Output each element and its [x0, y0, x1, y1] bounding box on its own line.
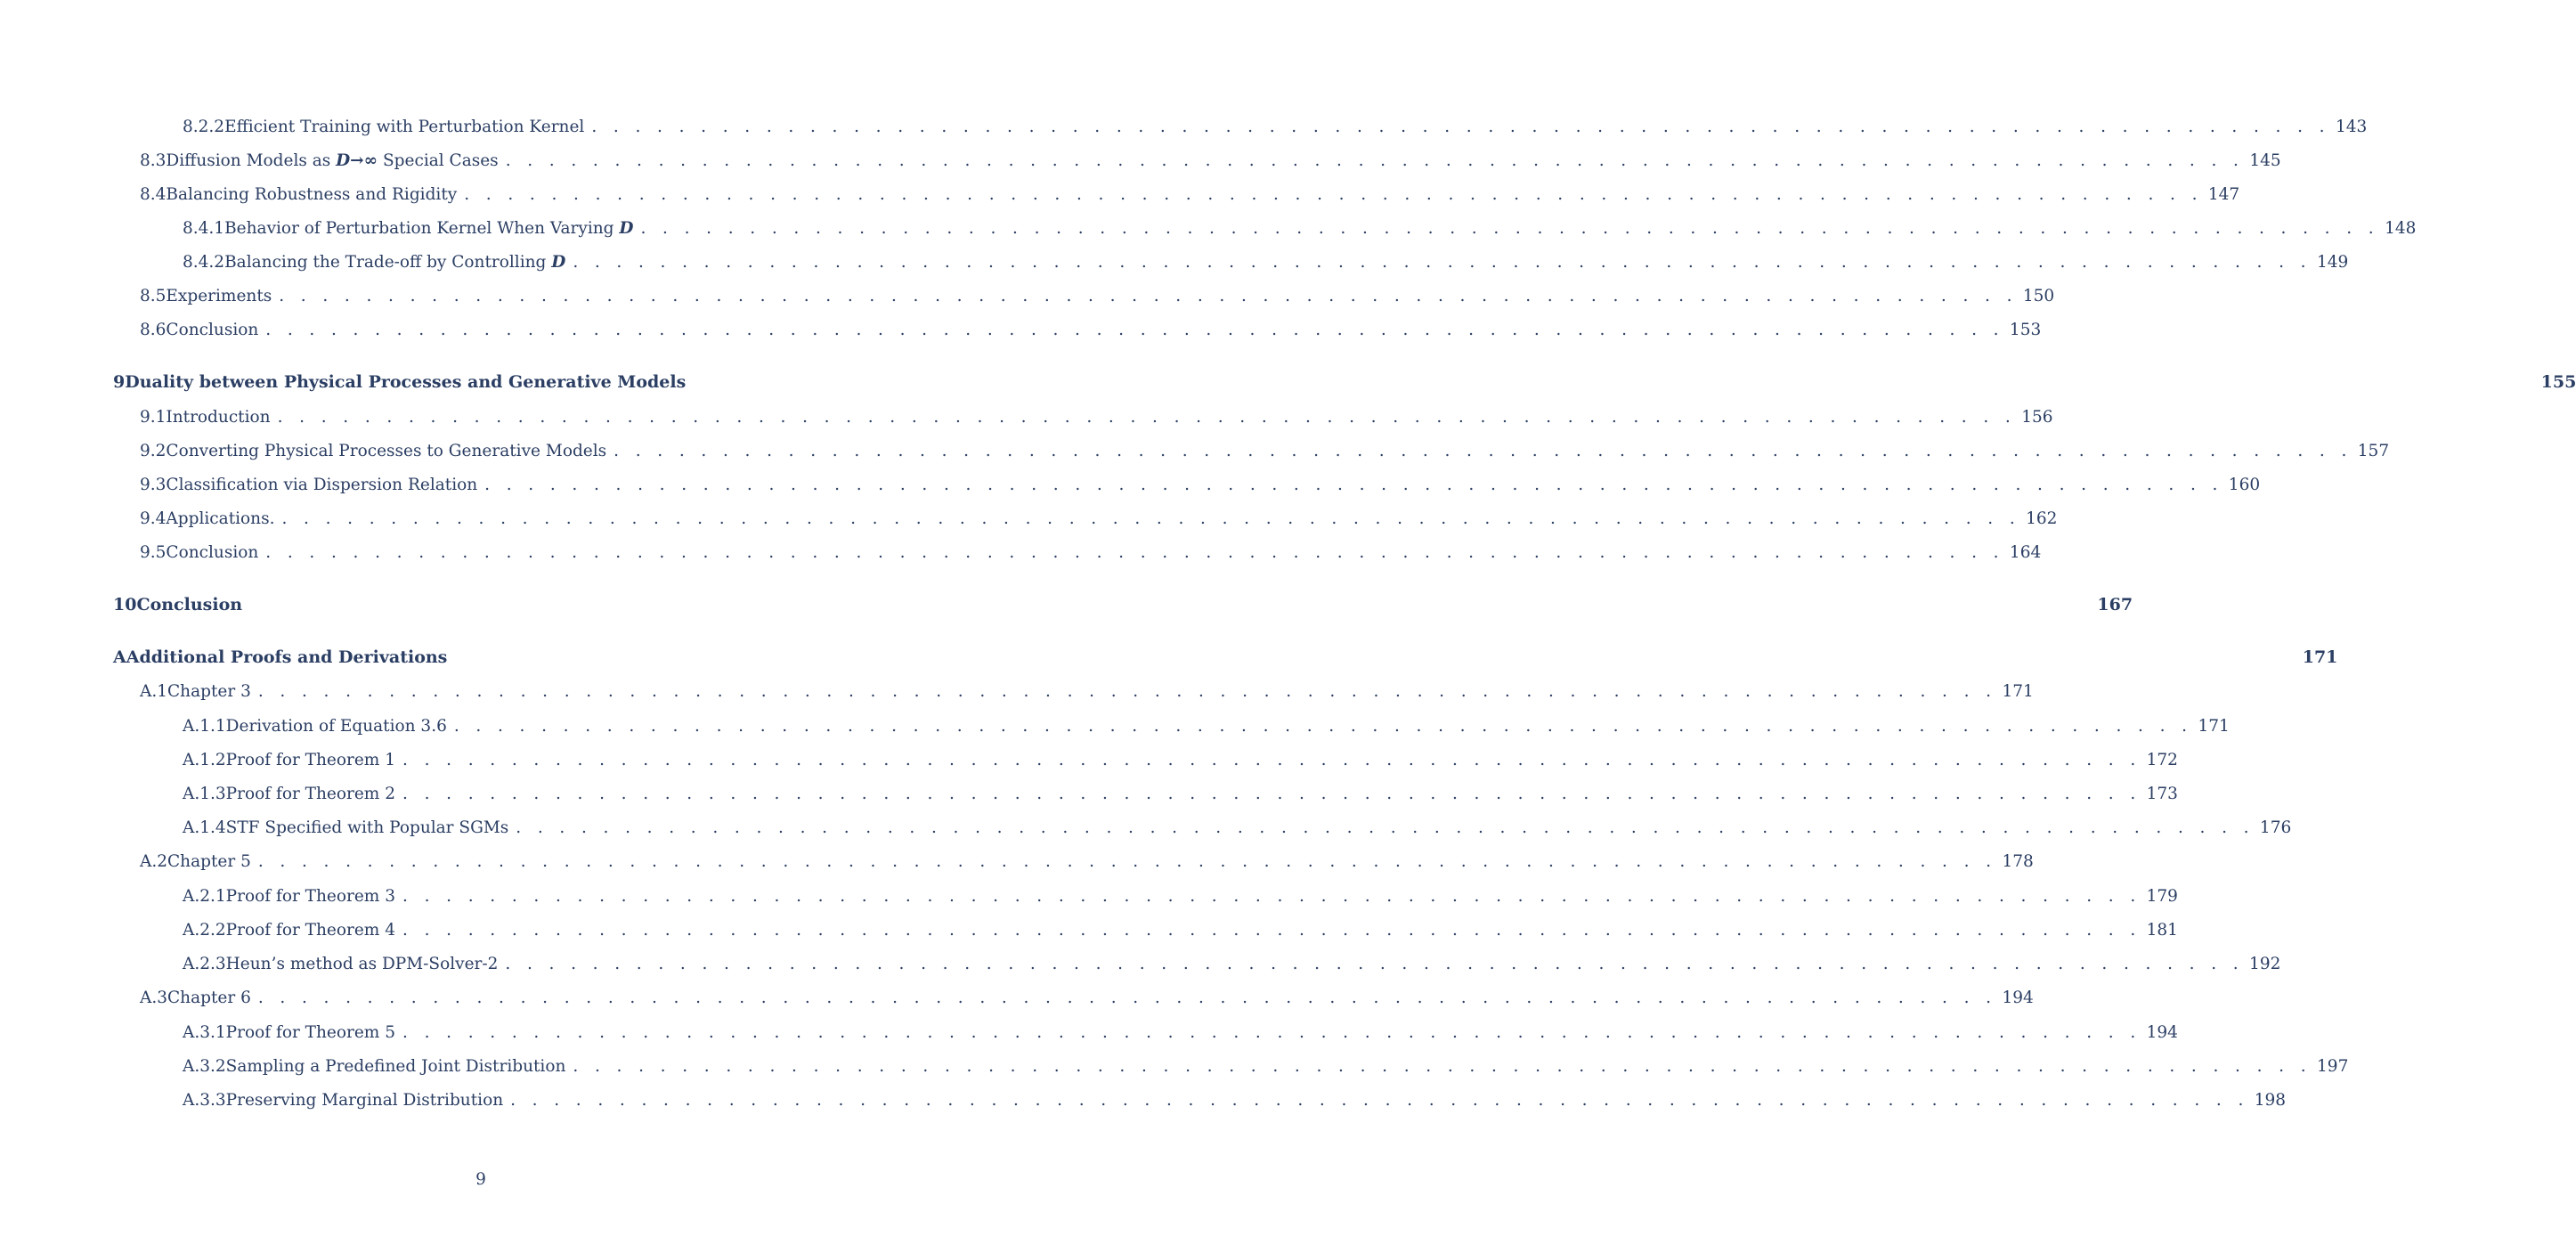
entry-title [224, 253, 565, 272]
entry-number: 8.3 [140, 151, 167, 170]
entry-page-number: 171 [2302, 647, 2338, 667]
entry-title [224, 219, 633, 238]
dot-leader: . . . . . . . . . . . . . . . . . . . . . . . . . . . . . . . . . . . . . . . . . . . . . . . . . . . . . . . . . . . . . . . . . . . . . . . . . . . . . . . . [484, 475, 2223, 494]
entry-title: STF Specified with Popular SGMs [225, 818, 509, 837]
dot-leader: . . . . . . . . . . . . . . . . . . . . . . . . . . . . . . . . . . . . . . . . . . . . . . . . . . . . . . . . . . . . . . . . . . . . . . . . . . . . . . . . [505, 954, 2245, 973]
entry-number: A.1.2 [183, 750, 226, 769]
entry-page-number: 150 [2022, 286, 2055, 305]
dot-leader: . . . . . . . . . . . . . . . . . . . . . . . . . . . . . . . . . . . . . . . . . . . . . . . . . . . . . . . . . . . . . . . . . . . . . . . . . . . . . . . . [281, 509, 2021, 528]
entry-number: 9.2 [140, 441, 167, 460]
dot-leader: . . . . . . . . . . . . . . . . . . . . . . . . . . . . . . . . . . . . . . . . . . . . . . . . . . . . . . . . . . . . . . . . . . . . . . . . . . . . . . . . [257, 681, 1997, 701]
entry-title: Chapter 5 [167, 851, 251, 871]
entry-page-number: 157 [2357, 441, 2390, 460]
entry-page-number: 178 [2002, 851, 2034, 871]
dot-leader: . . . . . . . . . . . . . . . . . . . . . . . . . . . . . . . . . . . . . . . . . . . . . . . . . . . . . . . . . . . . . . . . . . . . . . . . . . . . . . . . [402, 750, 2141, 769]
entry-number: A.3.1 [183, 1022, 226, 1042]
entry-page-number: 143 [2335, 117, 2368, 136]
entry-title: Proof for Theorem 2 [225, 784, 396, 803]
toc-section-entry[interactable] [140, 472, 2261, 497]
entry-title-text: Balancing the Trade-off by Controlling [224, 252, 552, 272]
entry-number: 8.4 [140, 184, 167, 204]
entry-page-number: 164 [2009, 542, 2042, 562]
entry-page-number: 181 [2146, 920, 2178, 940]
entry-title-text: Diffusion Models as [166, 151, 337, 170]
entry-title [166, 151, 498, 170]
entry-number: 9.3 [140, 475, 167, 494]
entry-page-number: 179 [2146, 886, 2178, 906]
entry-title: Conclusion [136, 595, 243, 614]
dot-leader: . . . . . . . . . . . . . . . . . . . . . . . . . . . . . . . . . . . . . . . . . . . . . . . . . . . . . . . . . . . . . . . . . . . . . . . . . . . . . . . . [402, 1022, 2141, 1042]
toc-section-entry[interactable] [140, 404, 2053, 429]
entry-page-number: 171 [2198, 716, 2230, 736]
entry-page-number: 148 [2385, 218, 2417, 238]
toc-section-entry[interactable] [140, 317, 2042, 342]
entry-page-number: 153 [2009, 320, 2042, 339]
entry-title: Balancing Robustness and Rigidity [166, 184, 458, 204]
math-symbol: D→∞ [336, 151, 378, 170]
entry-number: A.2.3 [183, 954, 226, 973]
toc-subsection-entry[interactable] [183, 1087, 2287, 1112]
toc-subsection-entry[interactable] [183, 883, 2178, 908]
toc-subsection-entry[interactable] [183, 114, 2368, 139]
entry-title: Introduction [166, 407, 271, 427]
entry-number: A.1.3 [183, 784, 226, 803]
entry-title: Proof for Theorem 5 [225, 1022, 396, 1042]
entry-number: A.2 [140, 851, 168, 871]
entry-title: Proof for Theorem 1 [225, 750, 396, 769]
entry-title: Chapter 6 [167, 988, 251, 1007]
toc-subsection-entry[interactable] [183, 1020, 2178, 1045]
entry-number: 8.4.1 [183, 218, 225, 238]
toc-section-entry[interactable] [140, 182, 2240, 207]
dot-leader: . . . . . . . . . . . . . . . . . . . . . . . . . . . . . . . . . . . . . . . . . . . . . . . . . . . . . . . . . . . . . . . . . . . . . . . . . . . . . . . . [279, 286, 2018, 305]
dot-leader: . . . . . . . . . . . . . . . . . . . . . . . . . . . . . . . . . . . . . . . . . . . . . . . . . . . . . . . . . . . . . . . . . . . . . . . . . . . . . . . . [402, 784, 2141, 803]
entry-number: 9 [113, 372, 126, 392]
toc-chapter-entry[interactable] [113, 370, 2576, 395]
entry-page-number: 194 [2002, 988, 2034, 1007]
entry-page-number: 176 [2259, 818, 2292, 837]
dot-leader: . . . . . . . . . . . . . . . . . . . . . . . . . . . . . . . . . . . . . . . . . . . . . . . . . . . . . . . . . . . . . . . . . . . . . . . . . . . . . . . . [257, 851, 1997, 871]
toc-subsection-entry[interactable] [183, 216, 2417, 240]
entry-title-text: Behavior of Perturbation Kernel When Varying [224, 218, 620, 238]
entry-title: Conclusion [166, 542, 259, 562]
entry-title: Chapter 3 [167, 681, 251, 701]
dot-leader: . . . . . . . . . . . . . . . . . . . . . . . . . . . . . . . . . . . . . . . . . . . . . . . . . . . . . . . . . . . . . . . . . . . . . . . . . . . . . . . . [453, 716, 2193, 736]
entry-page-number: 173 [2146, 784, 2178, 803]
entry-title: Converting Physical Processes to Generative Models [166, 441, 607, 460]
toc-subsection-entry[interactable] [183, 781, 2178, 806]
entry-page-number: 172 [2146, 750, 2178, 769]
entry-number: 8.6 [140, 320, 167, 339]
toc-section-entry[interactable] [140, 849, 2034, 874]
entry-title: Experiments [166, 286, 272, 305]
dot-leader: . . . . . . . . . . . . . . . . . . . . . . . . . . . . . . . . . . . . . . . . . . . . . . . . . . . . . . . . . . . . . . . . . . . . . . . . . . . . . . . . [573, 252, 2312, 272]
entry-number: 8.4.2 [183, 252, 225, 272]
math-symbol: D [619, 218, 634, 238]
dot-leader: . . . . . . . . . . . . . . . . . . . . . . . . . . . . . . . . . . . . . . . . . . . . . . . . . . . . . . . . . . . . . . . . . . . . . . . . . . . . . . . . [402, 886, 2141, 906]
dot-leader: . . . . . . . . . . . . . . . . . . . . . . . . . . . . . . . . . . . . . . . . . . . . . . . . . . . . . . . . . . . . . . . . . . . . . . . . . . . . . . . . [277, 407, 2017, 427]
entry-page-number: 171 [2002, 681, 2034, 701]
entry-number: A.2.2 [183, 920, 226, 940]
toc-subsection-entry[interactable] [183, 951, 2281, 976]
dot-leader: . . . . . . . . . . . . . . . . . . . . . . . . . . . . . . . . . . . . . . . . . . . . . . . . . . . . . . . . . . . . . . . . . . . . . . . . . . . . . . . . [510, 1090, 2249, 1110]
toc-chapter-entry[interactable] [113, 592, 2133, 617]
toc-subsection-entry[interactable] [183, 747, 2178, 772]
entry-title: Sampling a Predefined Joint Distribution [225, 1056, 566, 1076]
entry-title-text: Special Cases [378, 151, 499, 170]
entry-page-number: 192 [2249, 954, 2281, 973]
entry-page-number: 198 [2254, 1090, 2287, 1110]
toc-section-entry[interactable] [140, 679, 2034, 704]
entry-number: 10 [113, 595, 137, 614]
entry-title: Conclusion [166, 320, 259, 339]
entry-number: A [113, 647, 126, 667]
entry-number: A.3.3 [183, 1090, 226, 1110]
dot-leader: . . . . . . . . . . . . . . . . . . . . . . . . . . . . . . . . . . . . . . . . . . . . . . . . . . . . . . . . . . . . . . . . . . . . . . . . . . . . . . . . [265, 542, 2004, 562]
toc-subsection-entry[interactable] [183, 917, 2178, 942]
entry-page-number: 167 [2097, 595, 2133, 614]
entry-title: Applications. [166, 509, 275, 528]
entry-title: Derivation of Equation 3.6 [225, 716, 447, 736]
entry-page-number: 162 [2026, 509, 2058, 528]
entry-number: A.1 [140, 681, 168, 701]
toc-subsection-entry[interactable] [183, 713, 2230, 738]
dot-leader: . . . . . . . . . . . . . . . . . . . . . . . . . . . . . . . . . . . . . . . . . . . . . . . . . . . . . . . . . . . . . . . . . . . . . . . . . . . . . . . . [464, 184, 2203, 204]
entry-number: 9.1 [140, 407, 167, 427]
entry-page-number: 145 [2249, 151, 2281, 170]
entry-number: A.3 [140, 988, 168, 1007]
dot-leader: . . . . . . . . . . . . . . . . . . . . . . . . . . . . . . . . . . . . . . . . . . . . . . . . . . . . . . . . . . . . . . . . . . . . . . . . . . . . . . . . [505, 151, 2245, 170]
dot-leader: . . . . . . . . . . . . . . . . . . . . . . . . . . . . . . . . . . . . . . . . . . . . . . . . . . . . . . . . . . . . . . . . . . . . . . . . . . . . . . . . [265, 320, 2004, 339]
toc-subsection-entry[interactable] [183, 815, 2292, 840]
page-number: 9 [475, 1170, 486, 1189]
dot-leader: . . . . . . . . . . . . . . . . . . . . . . . . . . . . . . . . . . . . . . . . . . . . . . . . . . . . . . . . . . . . . . . . . . . . . . . . . . . . . . . . [573, 1056, 2312, 1076]
entry-title: Proof for Theorem 3 [225, 886, 396, 906]
toc-section-entry[interactable] [140, 283, 2055, 308]
dot-leader: . . . . . . . . . . . . . . . . . . . . . . . . . . . . . . . . . . . . . . . . . . . . . . . . . . . . . . . . . . . . . . . . . . . . . . . . . . . . . . . . [614, 441, 2353, 460]
toc-chapter-entry[interactable] [113, 645, 2338, 670]
entry-number: A.1.4 [183, 818, 226, 837]
entry-number: A.2.1 [183, 886, 226, 906]
entry-title: Classification via Dispersion Relation [166, 475, 478, 494]
dot-leader: . . . . . . . . . . . . . . . . . . . . . . . . . . . . . . . . . . . . . . . . . . . . . . . . . . . . . . . . . . . . . . . . . . . . . . . . . . . . . . . . [516, 818, 2255, 837]
toc-subsection-entry[interactable] [183, 1054, 2349, 1078]
toc-section-entry[interactable] [140, 506, 2058, 531]
entry-page-number: 149 [2316, 252, 2349, 272]
entry-number: A.1.1 [183, 716, 226, 736]
entry-title: Duality between Physical Processes and Generative Models [125, 372, 687, 392]
entry-number: 8.2.2 [183, 117, 225, 136]
entry-title: Proof for Theorem 4 [225, 920, 396, 940]
entry-page-number: 194 [2146, 1022, 2178, 1042]
entry-title: Heun’s method as DPM-Solver-2 [225, 954, 499, 973]
entry-page-number: 160 [2228, 475, 2261, 494]
math-symbol: D [551, 252, 566, 272]
entry-title: Additional Proofs and Derivations [126, 647, 448, 667]
entry-page-number: 155 [2540, 372, 2576, 392]
entry-number: 8.5 [140, 286, 167, 305]
dot-leader: . . . . . . . . . . . . . . . . . . . . . . . . . . . . . . . . . . . . . . . . . . . . . . . . . . . . . . . . . . . . . . . . . . . . . . . . . . . . . . . . [257, 988, 1997, 1007]
entry-page-number: 197 [2317, 1056, 2349, 1076]
entry-page-number: 156 [2021, 407, 2053, 427]
entry-number: A.3.2 [183, 1056, 226, 1076]
entry-page-number: 147 [2207, 184, 2240, 204]
toc-section-entry[interactable] [140, 438, 2390, 463]
toc-subsection-entry[interactable] [183, 249, 2349, 274]
dot-leader: . . . . . . . . . . . . . . . . . . . . . . . . . . . . . . . . . . . . . . . . . . . . . . . . . . . . . . . . . . . . . . . . . . . . . . . . . . . . . . . . [591, 117, 2330, 136]
dot-leader: . . . . . . . . . . . . . . . . . . . . . . . . . . . . . . . . . . . . . . . . . . . . . . . . . . . . . . . . . . . . . . . . . . . . . . . . . . . . . . . . [640, 218, 2380, 238]
dot-leader: . . . . . . . . . . . . . . . . . . . . . . . . . . . . . . . . . . . . . . . . . . . . . . . . . . . . . . . . . . . . . . . . . . . . . . . . . . . . . . . . [402, 920, 2141, 940]
toc-section-entry[interactable] [140, 540, 2042, 565]
entry-number: 9.4 [140, 509, 167, 528]
entry-number: 9.5 [140, 542, 167, 562]
entry-title: Preserving Marginal Distribution [225, 1090, 504, 1110]
toc-section-entry[interactable] [140, 985, 2034, 1010]
entry-title: Efficient Training with Perturbation Kernel [224, 117, 585, 136]
toc-section-entry[interactable] [140, 148, 2281, 173]
